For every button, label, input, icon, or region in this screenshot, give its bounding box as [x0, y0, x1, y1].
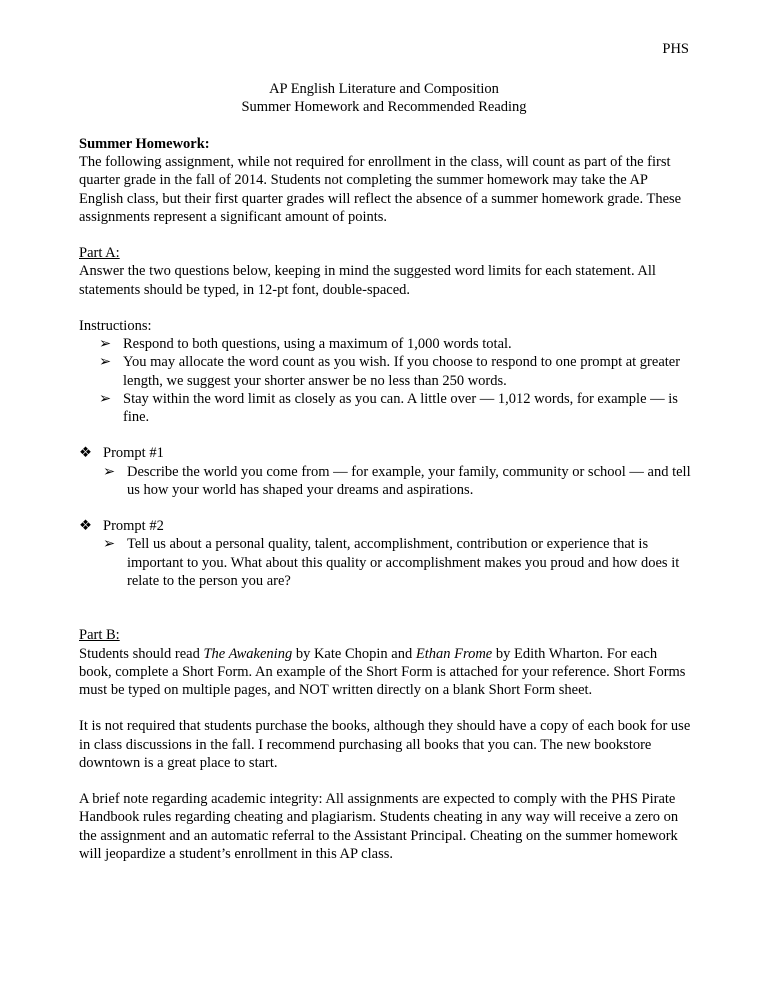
list-item: ➢ Respond to both questions, using a maximum of 1,000 words total. — [99, 336, 512, 353]
document-subtitle: Summer Homework and Recommended Reading — [241, 99, 527, 116]
prompt-text: Describe the world you come from — for example, your family, community or school — and tell us how your world has shaped your dreams and aspirations. — [127, 463, 691, 498]
part-a-heading: Part A: — [79, 245, 120, 262]
list-item: ➢ You may allocate the word count as you wish. If you choose to respond to one prompt at greater length, we suggest your shorter answer be no less than 250 words. — [99, 354, 681, 389]
arrow-bullet-icon: ➢ — [103, 536, 116, 553]
part-b-heading: Part B: — [79, 627, 120, 644]
list-item — [103, 535, 691, 590]
list-item: ➢ Stay within the word limit as closely as you can. A little over — 1,012 words, for example — is fine. — [99, 390, 678, 426]
diamond-bullet-icon: ❖ — [79, 445, 92, 462]
arrow-bullet-icon: ➢ — [99, 336, 112, 353]
header-school: PHS — [662, 41, 689, 57]
course-title: AP English Literature and Composition — [269, 81, 499, 97]
prompt-2 — [79, 517, 691, 590]
summer-heading: Summer Homework: — [79, 136, 210, 152]
part-a-body: Answer the two questions below, keeping in mind the suggested word limits for each statement. All statements should be typed, in 12-pt font, double-spaced. — [79, 263, 656, 298]
arrow-bullet-icon: ➢ — [99, 354, 112, 371]
list-item — [103, 463, 691, 499]
document-body — [79, 135, 691, 863]
title-block — [0, 80, 768, 116]
prompt-1 — [79, 444, 691, 499]
part-b-body: Students should read The Awakening by Kate Chopin and Ethan Frome by Edith Wharton. For each book, complete a Short Form. An example of the Short Form is attached for your reference. Short Forms must be typed on multiple pages, and NOT written directly on a blank Short Form sheet. — [79, 645, 686, 698]
diamond-bullet-icon: ❖ — [79, 518, 92, 535]
purchase-paragraph: It is not required that students purchase the books, although they should have a copy of each book for use in class discussions in the fall. I recommend purchasing all books that you can. The new bookstore downtown is a great place to start. — [79, 718, 691, 771]
instructions-list — [99, 335, 691, 426]
prompt-text: Tell us about a personal quality, talent, accomplishment, contribution or experience that is important to you. What about this quality or accomplishment makes you proud and how does it relate to the person you are? — [127, 536, 680, 589]
prompt-label: Prompt #1 — [103, 445, 164, 462]
book-title: The Awakening — [203, 645, 293, 662]
instructions-label: Instructions: — [79, 318, 152, 334]
arrow-bullet-icon: ➢ — [99, 390, 112, 407]
arrow-bullet-icon: ➢ — [103, 463, 116, 480]
summer-body: The following assignment, while not required for enrollment in the class, will count as part of the first quarter grade in the fall of 2014. Students not completing the summer homework may take the AP English class, but their first quarter grades will reflect the absence of a summer homework grade. These assignments represent a significant amount of points. — [79, 154, 682, 225]
prompt-label: Prompt #2 — [103, 518, 164, 535]
integrity-paragraph: A brief note regarding academic integrity: All assignments are expected to comply with the PHS Pirate Handbook rules regarding cheating and plagiarism. Students cheating in any way will receive a zero on the assignment and an automatic referral to the Assistant Principal. Cheating on the summer homework will jeopardize a student’s enrollment in this AP class. — [79, 791, 679, 862]
book-title: Ethan Frome — [415, 645, 493, 662]
